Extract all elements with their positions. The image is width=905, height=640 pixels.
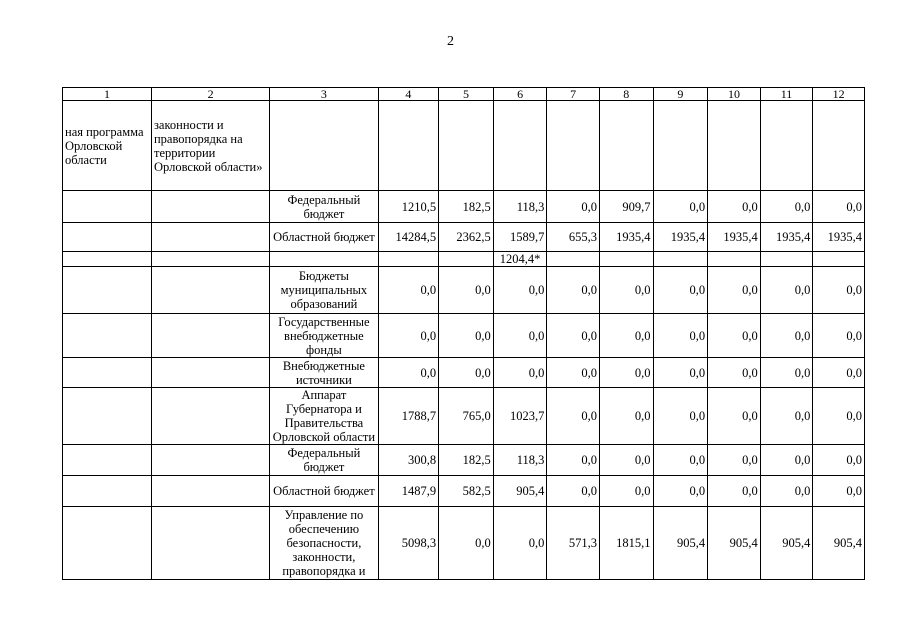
funding-source-cell: Управление по обеспечению безопасности, законности, правопорядка и — [270, 507, 378, 580]
value-cell: 0,0 — [599, 267, 653, 314]
column-header: 6 — [493, 88, 547, 101]
program-name-cell — [63, 314, 152, 358]
value-cell: 1210,5 — [378, 191, 439, 223]
column-header: 11 — [760, 88, 813, 101]
funding-source-cell: Государственные внебюджетные фонды — [270, 314, 378, 358]
value-cell: 0,0 — [760, 445, 813, 476]
value-cell: 0,0 — [378, 267, 439, 314]
subprogram-name-cell: законности и правопорядка на территории Орловской области» — [151, 101, 269, 191]
funding-source-cell: Бюджеты муниципальных образований — [270, 267, 378, 314]
value-cell: 1023,7 — [493, 388, 547, 445]
page-number: 2 — [447, 34, 454, 49]
value-cell: 0,0 — [813, 314, 865, 358]
value-cell: 0,0 — [493, 314, 547, 358]
value-cell: 905,4 — [813, 507, 865, 580]
value-cell: 0,0 — [708, 191, 761, 223]
value-cell: 0,0 — [708, 314, 761, 358]
funding-source-cell: Федеральный бюджет — [270, 445, 378, 476]
program-name-cell — [63, 358, 152, 388]
value-cell: 0,0 — [708, 388, 761, 445]
column-header: 10 — [708, 88, 761, 101]
value-cell: 0,0 — [708, 358, 761, 388]
value-cell — [653, 101, 708, 191]
value-cell — [708, 252, 761, 267]
value-cell: 0,0 — [760, 476, 813, 507]
table-row — [63, 223, 865, 252]
subprogram-name-cell — [151, 388, 269, 445]
value-cell: 0,0 — [760, 191, 813, 223]
budget-table — [62, 87, 865, 580]
table-row — [63, 314, 865, 358]
value-cell — [439, 252, 494, 267]
value-cell: 0,0 — [547, 358, 600, 388]
value-cell: 905,4 — [760, 507, 813, 580]
value-cell — [439, 101, 494, 191]
table-row — [63, 445, 865, 476]
value-cell: 0,0 — [547, 314, 600, 358]
subprogram-name-cell — [151, 314, 269, 358]
value-cell: 0,0 — [760, 358, 813, 388]
value-cell: 0,0 — [708, 267, 761, 314]
value-cell — [599, 101, 653, 191]
value-cell: 0,0 — [493, 267, 547, 314]
table-row — [63, 267, 865, 314]
column-header: 2 — [151, 88, 269, 101]
value-cell: 655,3 — [547, 223, 600, 252]
value-cell — [547, 101, 600, 191]
value-cell: 1815,1 — [599, 507, 653, 580]
table-row — [63, 101, 865, 191]
subprogram-name-cell — [151, 445, 269, 476]
value-cell: 2362,5 — [439, 223, 494, 252]
value-cell: 0,0 — [599, 445, 653, 476]
value-cell: 0,0 — [378, 314, 439, 358]
value-cell: 1935,4 — [653, 223, 708, 252]
value-cell — [813, 101, 865, 191]
program-name-cell — [63, 252, 152, 267]
value-cell: 0,0 — [708, 476, 761, 507]
value-cell — [760, 252, 813, 267]
value-cell: 0,0 — [493, 507, 547, 580]
table-row — [63, 252, 865, 267]
value-cell: 582,5 — [439, 476, 494, 507]
value-cell: 0,0 — [813, 476, 865, 507]
funding-source-cell: Областной бюджет — [270, 223, 378, 252]
program-name-cell — [63, 223, 152, 252]
value-cell: 0,0 — [599, 314, 653, 358]
value-cell: 0,0 — [653, 388, 708, 445]
value-cell: 182,5 — [439, 191, 494, 223]
value-cell: 0,0 — [653, 314, 708, 358]
value-cell — [653, 252, 708, 267]
value-cell: 0,0 — [653, 358, 708, 388]
value-cell: 0,0 — [653, 267, 708, 314]
value-cell: 0,0 — [653, 476, 708, 507]
value-cell: 0,0 — [760, 267, 813, 314]
program-name-cell — [63, 388, 152, 445]
value-cell: 905,4 — [708, 507, 761, 580]
value-cell: 0,0 — [813, 191, 865, 223]
value-cell: 1589,7 — [493, 223, 547, 252]
value-cell: 571,3 — [547, 507, 600, 580]
value-cell: 765,0 — [439, 388, 494, 445]
table-row — [63, 191, 865, 223]
program-name-cell — [63, 507, 152, 580]
value-cell: 0,0 — [653, 445, 708, 476]
subprogram-name-cell — [151, 252, 269, 267]
subprogram-name-cell — [151, 507, 269, 580]
value-cell — [378, 252, 439, 267]
value-cell: 1935,4 — [813, 223, 865, 252]
column-header: 12 — [813, 88, 865, 101]
column-header: 5 — [439, 88, 494, 101]
value-cell: 909,7 — [599, 191, 653, 223]
subprogram-name-cell — [151, 476, 269, 507]
value-cell: 0,0 — [547, 191, 600, 223]
value-cell: 0,0 — [439, 314, 494, 358]
subprogram-name-cell — [151, 223, 269, 252]
value-cell — [493, 101, 547, 191]
value-cell: 0,0 — [378, 358, 439, 388]
value-cell: 0,0 — [813, 358, 865, 388]
value-cell: 0,0 — [493, 358, 547, 388]
value-cell: 1788,7 — [378, 388, 439, 445]
value-cell: 1204,4* — [493, 252, 547, 267]
value-cell: 0,0 — [813, 388, 865, 445]
value-cell: 0,0 — [760, 314, 813, 358]
value-cell: 0,0 — [547, 476, 600, 507]
value-cell: 0,0 — [439, 358, 494, 388]
column-header: 9 — [653, 88, 708, 101]
funding-source-cell: Внебюджетные источники — [270, 358, 378, 388]
subprogram-name-cell — [151, 267, 269, 314]
value-cell: 14284,5 — [378, 223, 439, 252]
value-cell: 1935,4 — [708, 223, 761, 252]
value-cell: 300,8 — [378, 445, 439, 476]
value-cell — [599, 252, 653, 267]
funding-source-cell: Федеральный бюджет — [270, 191, 378, 223]
value-cell — [547, 252, 600, 267]
table-row — [63, 388, 865, 445]
value-cell: 5098,3 — [378, 507, 439, 580]
table-row — [63, 358, 865, 388]
value-cell: 0,0 — [813, 267, 865, 314]
value-cell: 0,0 — [708, 445, 761, 476]
column-header: 8 — [599, 88, 653, 101]
value-cell: 905,4 — [493, 476, 547, 507]
program-name-cell — [63, 267, 152, 314]
column-header: 4 — [378, 88, 439, 101]
value-cell — [813, 252, 865, 267]
program-name-cell — [63, 445, 152, 476]
funding-source-cell: Областной бюджет — [270, 476, 378, 507]
value-cell: 118,3 — [493, 191, 547, 223]
program-name-cell — [63, 191, 152, 223]
value-cell: 1935,4 — [599, 223, 653, 252]
column-header: 1 — [63, 88, 152, 101]
value-cell: 0,0 — [813, 445, 865, 476]
value-cell: 0,0 — [547, 267, 600, 314]
value-cell: 1487,9 — [378, 476, 439, 507]
value-cell: 0,0 — [653, 191, 708, 223]
header-row — [63, 88, 865, 101]
table-row — [63, 507, 865, 580]
funding-source-cell: Аппарат Губернатора и Правительства Орловской области — [270, 388, 378, 445]
column-header: 7 — [547, 88, 600, 101]
value-cell: 118,3 — [493, 445, 547, 476]
value-cell: 0,0 — [439, 507, 494, 580]
funding-source-cell — [270, 101, 378, 191]
table-row — [63, 476, 865, 507]
value-cell — [378, 101, 439, 191]
value-cell — [708, 101, 761, 191]
value-cell: 182,5 — [439, 445, 494, 476]
value-cell: 0,0 — [760, 388, 813, 445]
subprogram-name-cell — [151, 358, 269, 388]
value-cell: 0,0 — [547, 445, 600, 476]
value-cell: 0,0 — [599, 358, 653, 388]
value-cell: 1935,4 — [760, 223, 813, 252]
column-header: 3 — [270, 88, 378, 101]
subprogram-name-cell — [151, 191, 269, 223]
program-name-cell — [63, 476, 152, 507]
value-cell: 0,0 — [439, 267, 494, 314]
value-cell: 0,0 — [599, 476, 653, 507]
funding-source-cell — [270, 252, 378, 267]
value-cell — [760, 101, 813, 191]
value-cell: 0,0 — [547, 388, 600, 445]
value-cell: 0,0 — [599, 388, 653, 445]
value-cell: 905,4 — [653, 507, 708, 580]
program-name-cell: ная программа Орловской области — [63, 101, 152, 191]
